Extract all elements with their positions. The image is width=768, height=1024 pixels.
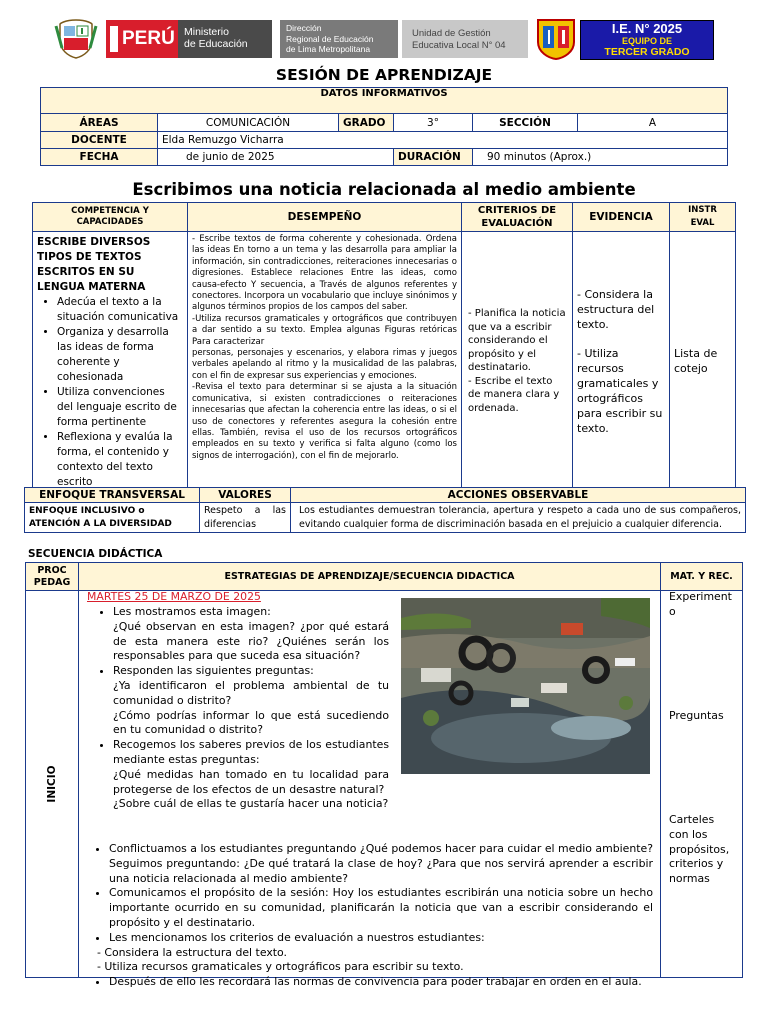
dre-line-2: Regional de Educación bbox=[286, 33, 374, 44]
inicio-wide-item: • Comunicamos el propósito de la sesión: Hoy los estudiantes escribirán una noticia sobre un hecho importante ocurrido en su comunidad, planificarán la noticia que van a escribir considerando el propósito y el destinatario. bbox=[109, 886, 653, 930]
inicio-sub: ¿Qué observan en esta imagen? ¿por qué estará de esta manera este rio? ¿Quiénes serán los responsables para que suceda esa situación? bbox=[113, 619, 389, 663]
inicio-item-text: Recogemos los saberes previos de los estudiantes mediante estas preguntas: bbox=[113, 738, 389, 766]
inicio-item-text: Les mostramos esta imagen: bbox=[113, 605, 271, 618]
valores-value: Respeto a las diferencias bbox=[200, 503, 291, 533]
docente-label: DOCENTE bbox=[41, 132, 158, 149]
header-enfoque: ENFOQUE TRANSVERSAL bbox=[25, 488, 200, 503]
inicio-sub: ¿Cómo podrías informar lo que está sucediendo en tu comunidad o distrito? bbox=[113, 708, 389, 737]
capacidad-item: • Reflexiona y evalúa la forma, el contenido y contexto del texto escrito bbox=[57, 430, 183, 490]
header-instrumento: INSTR EVAL bbox=[670, 203, 736, 232]
peru-shield-icon bbox=[52, 18, 100, 60]
inicio-sub: ¿Ya identificaron el problema ambiental de tu comunidad o distrito? bbox=[113, 678, 389, 707]
material-item: Experimento bbox=[669, 590, 732, 618]
school-name: I.E. N° 2025 bbox=[611, 21, 683, 36]
desempeno-text-3: personas, personajes y escenarios, y elabora rimas y juegos verbales apelando al ritmo y la musicalidad de las palabras, con el fin de expresar sus experiencias y emociones. bbox=[192, 348, 457, 381]
header-criterios: CRITERIOS DE EVALUACIÓN bbox=[462, 203, 573, 232]
acciones-value: Los estudiantes demuestran tolerancia, apertura y respeto a cada uno de sus compañeros, evitando cualquier forma de discriminación basada en el prejuicio a cualquier diferencia. bbox=[291, 503, 746, 533]
activity-title: Escribimos una noticia relacionada al medio ambiente bbox=[132, 180, 636, 199]
ministry-line-2: de Educación bbox=[184, 38, 248, 50]
estrategias-cell bbox=[79, 590, 661, 989]
header-acciones: ACCIONES OBSERVABLE bbox=[291, 488, 746, 503]
header-desempeno: DESEMPEÑO bbox=[188, 203, 462, 232]
material-item: Preguntas bbox=[669, 709, 724, 722]
phase-cell bbox=[26, 591, 79, 978]
areas-label: ÁREAS bbox=[41, 114, 158, 132]
criterio-2: - Escribe el texto de manera clara y ordenada. bbox=[468, 375, 560, 414]
evidencia-1: - Considera la estructura del texto. bbox=[577, 287, 655, 331]
secuencia-table bbox=[25, 562, 743, 989]
header-valores: VALORES bbox=[200, 488, 291, 503]
grado-value: 3° bbox=[394, 114, 473, 132]
seccion-label: SECCIÓN bbox=[473, 114, 578, 132]
docente-value: Elda Remuzgo Vicharra bbox=[158, 132, 728, 149]
criteria-line: - Considera la estructura del texto. bbox=[97, 945, 287, 959]
capacidades-list bbox=[37, 295, 183, 490]
grado-label: GRADO bbox=[339, 114, 394, 132]
ugel-logo bbox=[402, 20, 528, 58]
school-team: EQUIPO DE bbox=[621, 36, 672, 46]
evidencia-2: - Utiliza recursos gramaticales y ortográficos para escribir su texto. bbox=[577, 346, 663, 435]
inicio-wide-list bbox=[87, 842, 653, 946]
criteria-line: - Utiliza recursos gramaticales y ortográficos para escribir su texto. bbox=[97, 960, 464, 974]
dre-line-3: de Lima Metropolitana bbox=[286, 44, 371, 54]
desempeno-text-4: -Revisa el texto para determinar si se ajusta a la situación comunicativa, si existen contradicciones o reiteraciones innecesarias que afectan la coherencia entre las ideas, o si el uso de conectores y referentes asegura la cohesión entre ellas. También, revisa el uso de los recursos ortográficos empleados en su texto y verifica si falta alguno (como los signos de interrogación), con el fin de mejorarlo. bbox=[192, 382, 457, 461]
header-banner bbox=[0, 0, 768, 66]
fecha-label: FECHA bbox=[41, 149, 158, 166]
desempeno-text-1: - Escribe textos de forma coherente y cohesionada. Ordena las ideas En torno a un tema y las desarrolla para ampliar la información, sin contradicciones, reiteraciones innecesarias o digresiones. Establece relaciones Entre las ideas, como causa-efecto Y secuencia, a Través de algunos referentes y conectores. Incorpora un vocabulario que incluye sinónimos y algunos términos propios de los campos del saber. bbox=[192, 234, 457, 313]
inicio-list bbox=[87, 605, 389, 812]
ugel-line-2: Educativa Local N° 04 bbox=[412, 40, 506, 51]
header-competencia: COMPETENCIA Y CAPACIDADES bbox=[33, 203, 188, 232]
polluted-river-image bbox=[401, 598, 650, 774]
competencia-title: ESCRIBE DIVERSOS TIPOS DE TEXTOS ESCRITOS EN SU LENGUA MATERNA bbox=[37, 236, 151, 293]
date-line: MARTES 25 DE MARZO DE 2025 bbox=[87, 590, 261, 603]
datos-heading: DATOS INFORMATIVOS bbox=[41, 88, 728, 114]
school-grade: TERCER GRADO bbox=[604, 46, 690, 58]
desempeno-text-2: -Utiliza recursos gramaticales y ortográficos que contribuyen a dar sentido a su texto. Emplea algunas Figuras retóricas Para caracterizar bbox=[192, 313, 457, 347]
peru-label: PERÚ bbox=[122, 28, 175, 49]
ministry-logo bbox=[178, 20, 272, 58]
header-materiales: MAT. Y REC. bbox=[661, 563, 743, 591]
inicio-wide-item: • Conflictuamos a los estudiantes preguntando ¿Qué podemos hacer para cuidar el medio ambiente? Seguimos preguntando: ¿De qué tratará la clase de hoy? ¿Para que nos servirá aprender a escribir una noticia relacionada al medio ambiente? bbox=[109, 842, 653, 886]
dre-line-1: Dirección bbox=[286, 23, 322, 33]
criterio-1: - Planifica la noticia que va a escribir considerando el propósito y el destinatario. bbox=[468, 308, 566, 373]
duracion-label: DURACIÓN bbox=[394, 149, 473, 166]
areas-value: COMUNICACIÓN bbox=[158, 114, 339, 132]
school-crest-icon bbox=[534, 18, 578, 60]
materiales-cell bbox=[661, 591, 743, 978]
inicio-last-item: • Después de ello les recordará las normas de convivencia para poder trabajar en orden en el aula. bbox=[109, 975, 653, 990]
inicio-item bbox=[113, 605, 389, 664]
ministry-line-1: Ministerio bbox=[184, 26, 229, 38]
header-evidencia: EVIDENCIA bbox=[573, 203, 670, 232]
secuencia-heading: SECUENCIA DIDÁCTICA bbox=[28, 548, 163, 560]
school-banner bbox=[580, 20, 714, 60]
enfoque-table bbox=[24, 487, 746, 533]
inicio-item bbox=[113, 664, 389, 738]
peru-logo bbox=[106, 20, 178, 58]
material-item: Carteles con los propósitos, criterios y normas bbox=[669, 813, 730, 886]
inicio-sub: ¿Qué medidas han tomado en tu localidad para protegerse de los efectos de un desastre natural? bbox=[113, 767, 389, 796]
capacidad-item: • Utiliza convenciones del lenguaje escrito de forma pertinente bbox=[57, 385, 183, 430]
fecha-value: de junio de 2025 bbox=[158, 149, 394, 166]
capacidad-item: • Organiza y desarrolla las ideas de forma coherente y cohesionada bbox=[57, 325, 183, 385]
page-title: SESIÓN DE APRENDIZAJE bbox=[275, 66, 493, 84]
duracion-value: 90 minutos (Aprox.) bbox=[473, 149, 728, 166]
inicio-last-list bbox=[87, 975, 653, 990]
header-estrategias: ESTRATEGIAS DE APRENDIZAJE/SECUENCIA DIDACTICA bbox=[79, 563, 661, 591]
header-proc: PROC PEDAG bbox=[26, 563, 79, 591]
competencias-table bbox=[32, 202, 736, 491]
phase-label: INICIO bbox=[46, 765, 58, 803]
instrumento-value: Lista de cotejo bbox=[670, 232, 736, 491]
datos-informativos-table bbox=[40, 87, 728, 166]
inicio-sub: ¿Sobre cuál de ellas te gustaría hacer una noticia? bbox=[113, 797, 389, 811]
capacidad-item: • Adecúa el texto a la situación comunicativa bbox=[57, 295, 183, 325]
seccion-value: A bbox=[578, 114, 728, 132]
inicio-item-text: Responden las siguientes preguntas: bbox=[113, 664, 314, 678]
enfoque-value: ENFOQUE INCLUSIVO o ATENCIÓN A LA DIVERSIDAD bbox=[25, 503, 200, 533]
ugel-line-1: Unidad de Gestión bbox=[412, 28, 491, 39]
dre-logo bbox=[280, 20, 398, 58]
inicio-wide-item: • Les mencionamos los criterios de evaluación a nuestros estudiantes: bbox=[109, 931, 653, 946]
inicio-item bbox=[113, 738, 389, 812]
